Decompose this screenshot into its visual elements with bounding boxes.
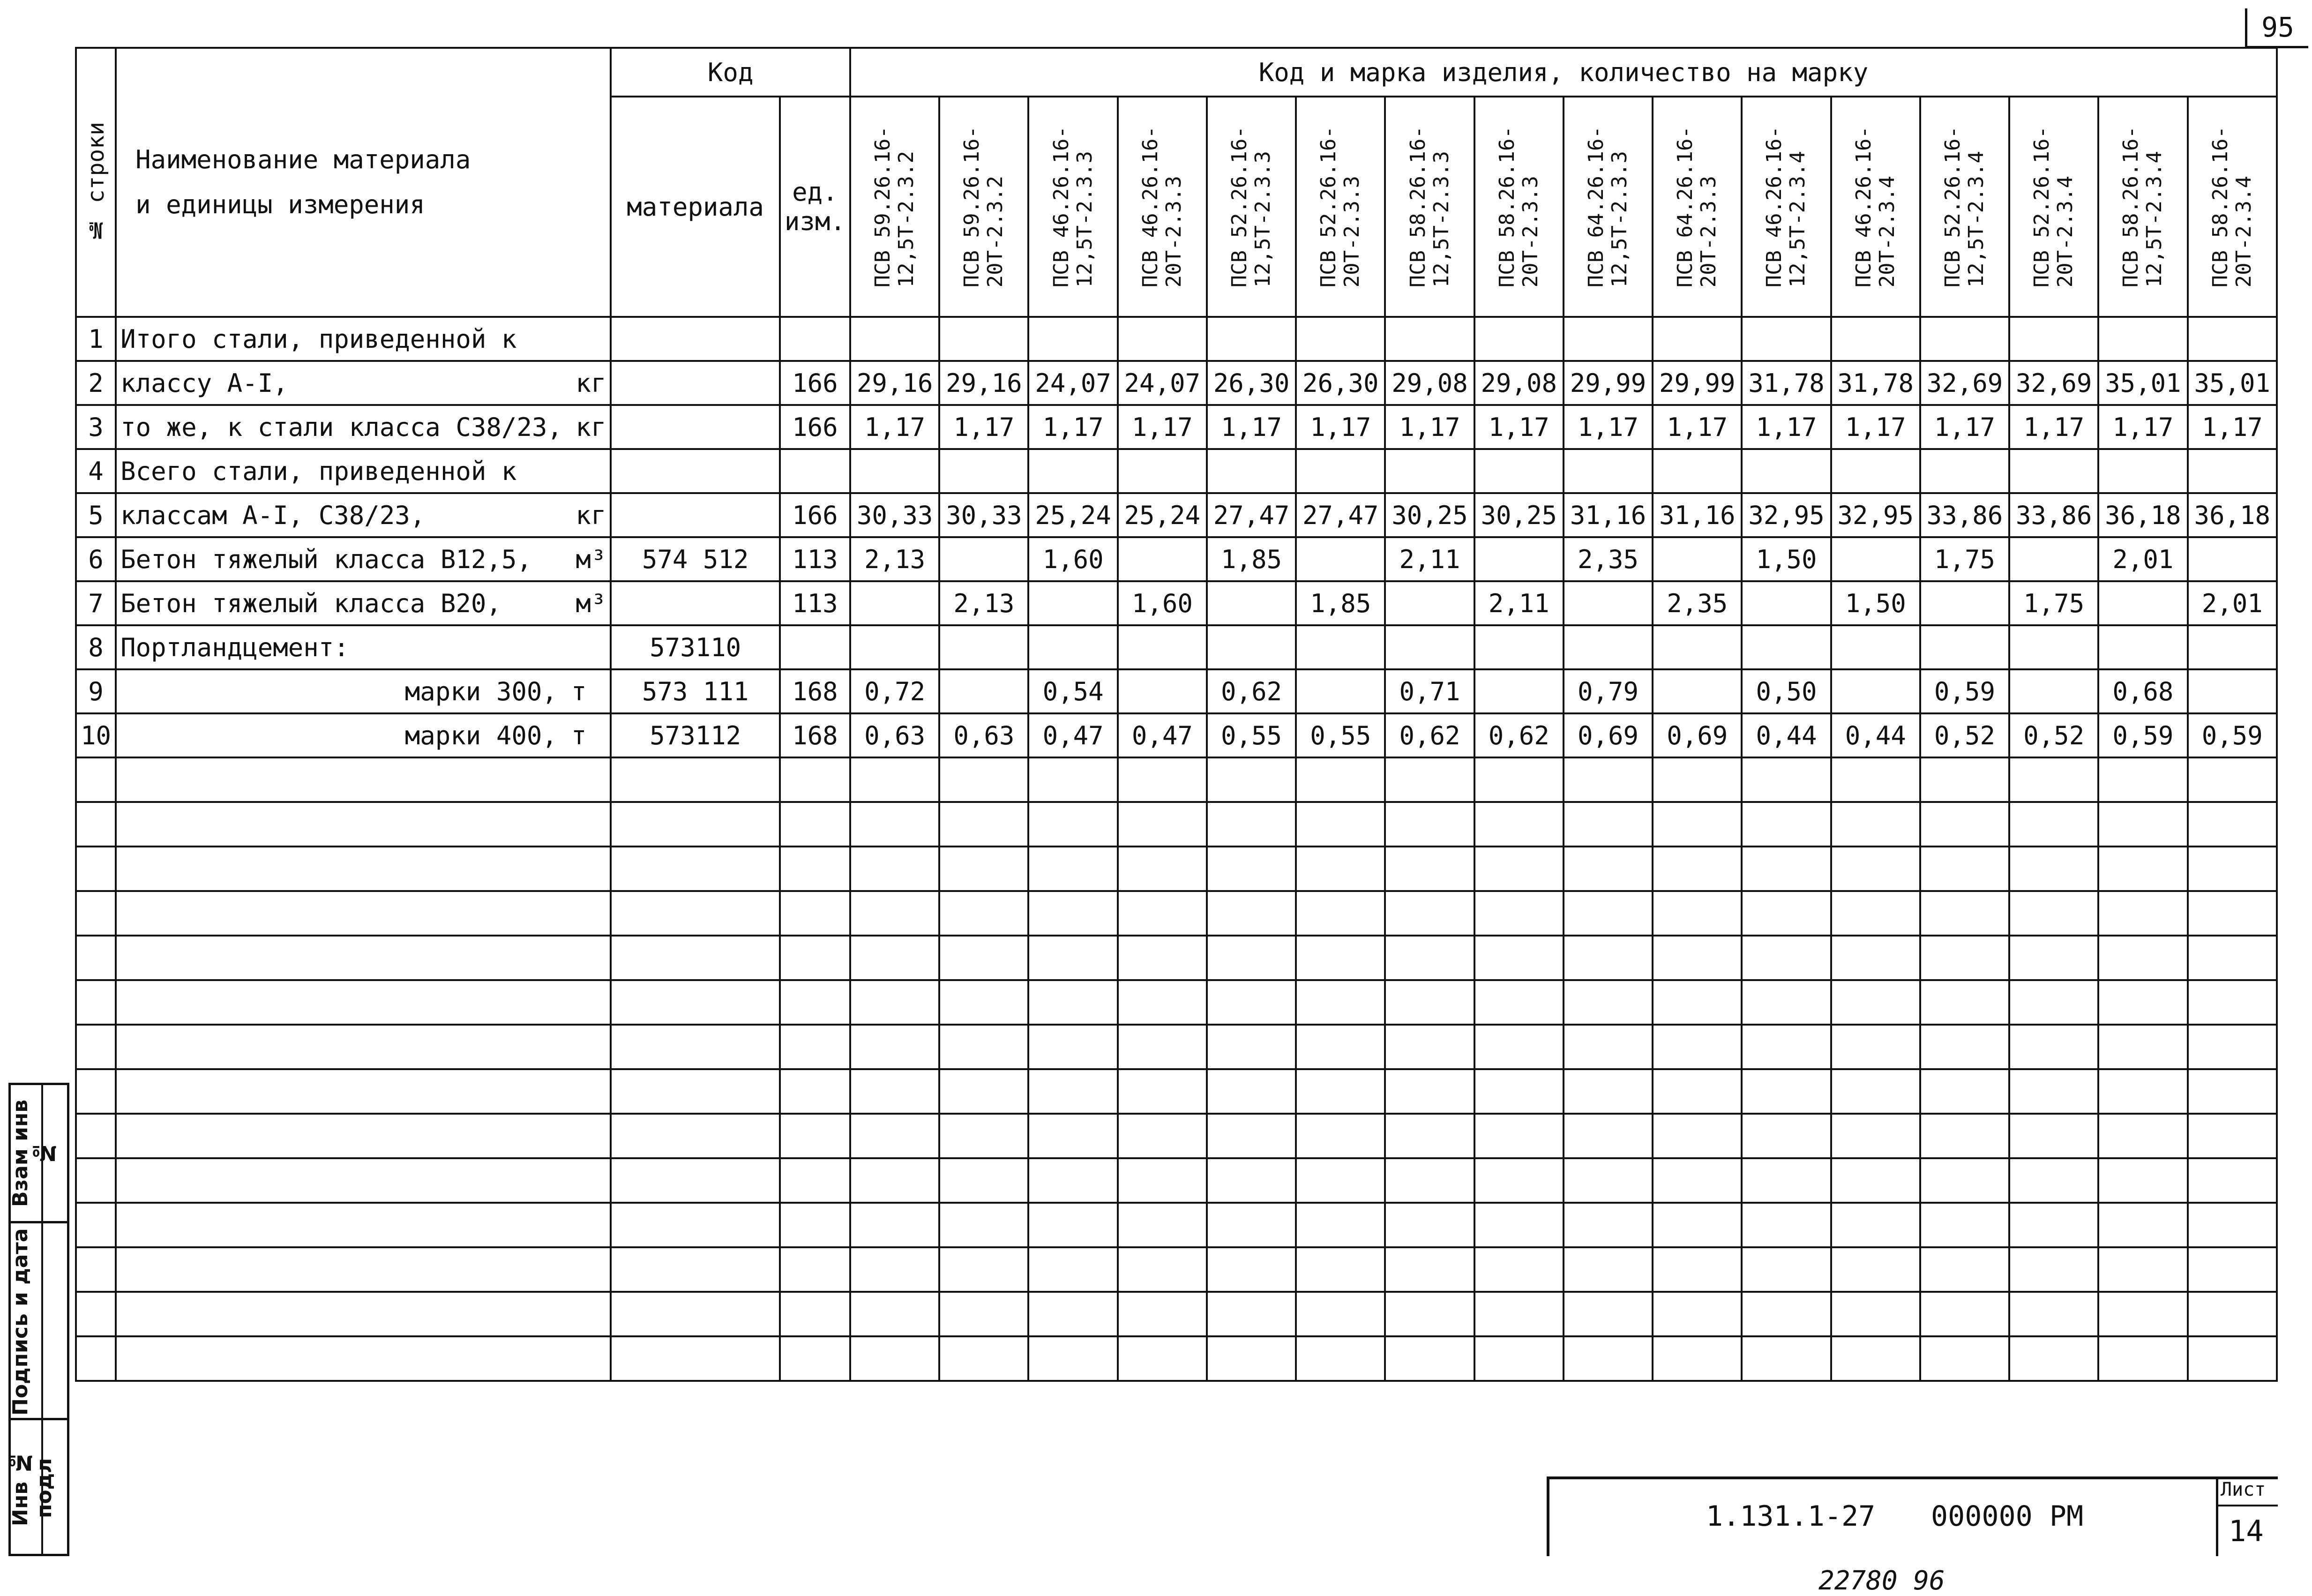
quantity-cell bbox=[1118, 625, 1207, 669]
material-name-text: марки 400, bbox=[404, 720, 557, 750]
material-name bbox=[116, 669, 611, 713]
product-header-11: ПСВ 46.26.16- 12,5Т-2.3.4 bbox=[1742, 97, 1831, 317]
material-name-text: Бетон тяжелый класса В12,5, bbox=[120, 544, 532, 574]
material-code bbox=[611, 405, 779, 449]
quantity-cell bbox=[1207, 449, 1296, 493]
quantity-cell: 31,16 bbox=[1653, 493, 1742, 537]
empty-row bbox=[76, 757, 2277, 802]
row-number: 7 bbox=[76, 581, 116, 625]
quantity-cell: 24,07 bbox=[1028, 361, 1117, 405]
materials-table bbox=[75, 47, 2278, 1382]
footer-note: 22780 96 bbox=[1818, 1566, 1945, 1596]
quantity-cell: 0,55 bbox=[1207, 713, 1296, 757]
quantity-cell bbox=[1742, 449, 1831, 493]
product-header-16: ПСВ 58.26.16- 20Т-2.3.4 bbox=[2188, 97, 2277, 317]
quantity-cell bbox=[2188, 537, 2277, 581]
unit-code: 168 bbox=[780, 669, 850, 713]
quantity-cell bbox=[1118, 317, 1207, 361]
quantity-cell bbox=[939, 537, 1028, 581]
quantity-cell: 2,11 bbox=[1474, 581, 1564, 625]
quantity-cell: 0,47 bbox=[1118, 713, 1207, 757]
material-unit-label: кг bbox=[576, 368, 606, 398]
unit-code bbox=[780, 317, 850, 361]
quantity-cell bbox=[1920, 625, 2009, 669]
empty-row bbox=[76, 1203, 2277, 1247]
material-name-text: Итого стали, приведенной к bbox=[120, 324, 517, 354]
quantity-cell bbox=[1296, 449, 1385, 493]
quantity-cell bbox=[1831, 317, 1920, 361]
quantity-cell bbox=[1474, 537, 1564, 581]
empty-row bbox=[76, 1025, 2277, 1069]
quantity-cell bbox=[1564, 625, 1653, 669]
quantity-cell: 0,59 bbox=[2098, 713, 2187, 757]
material-name bbox=[116, 581, 611, 625]
quantity-cell: 1,85 bbox=[1207, 537, 1296, 581]
signature-date-label: Подпись и дата bbox=[8, 1228, 32, 1416]
quantity-cell bbox=[1474, 317, 1564, 361]
quantity-cell bbox=[1653, 449, 1742, 493]
quantity-cell: 2,11 bbox=[1385, 537, 1474, 581]
table-row bbox=[76, 405, 2277, 449]
quantity-cell: 1,17 bbox=[1474, 405, 1564, 449]
empty-row bbox=[76, 802, 2277, 847]
quantity-cell bbox=[2188, 669, 2277, 713]
quantity-cell bbox=[2009, 669, 2098, 713]
row-number: 8 bbox=[76, 625, 116, 669]
empty-row bbox=[76, 1114, 2277, 1158]
table-row bbox=[76, 669, 2277, 713]
quantity-cell bbox=[1385, 581, 1474, 625]
quantity-cell bbox=[1118, 449, 1207, 493]
table-row bbox=[76, 581, 2277, 625]
quantity-cell: 0,79 bbox=[1564, 669, 1653, 713]
quantity-cell bbox=[1742, 581, 1831, 625]
material-code bbox=[611, 317, 779, 361]
sheet-number: 14 bbox=[2229, 1514, 2264, 1548]
quantity-cell bbox=[2098, 317, 2187, 361]
quantity-cell: 0,72 bbox=[850, 669, 939, 713]
quantity-cell bbox=[1653, 625, 1742, 669]
product-header-2: ПСВ 59.26.16- 20Т-2.3.2 bbox=[939, 97, 1028, 317]
unit-code: 168 bbox=[780, 713, 850, 757]
row-number: 10 bbox=[76, 713, 116, 757]
quantity-cell bbox=[2188, 625, 2277, 669]
quantity-cell bbox=[1831, 625, 1920, 669]
row-number: 4 bbox=[76, 449, 116, 493]
quantity-cell: 0,47 bbox=[1028, 713, 1117, 757]
quantity-cell bbox=[850, 449, 939, 493]
material-name-text: классам А-I, С38/23, bbox=[120, 500, 426, 530]
quantity-cell bbox=[1028, 625, 1117, 669]
quantity-cell: 1,17 bbox=[1028, 405, 1117, 449]
quantity-cell: 1,17 bbox=[850, 405, 939, 449]
material-code: 573110 bbox=[611, 625, 779, 669]
material-code: 573112 bbox=[611, 713, 779, 757]
product-header-1: ПСВ 59.26.16- 12,5Т-2.3.2 bbox=[850, 97, 939, 317]
quantity-cell: 1,17 bbox=[1920, 405, 2009, 449]
material-name bbox=[116, 449, 611, 493]
quantity-cell bbox=[1831, 449, 1920, 493]
quantity-cell bbox=[1742, 317, 1831, 361]
quantity-cell: 1,17 bbox=[1118, 405, 1207, 449]
quantity-cell: 29,16 bbox=[939, 361, 1028, 405]
quantity-cell bbox=[1920, 317, 2009, 361]
quantity-cell: 31,16 bbox=[1564, 493, 1653, 537]
quantity-cell: 1,17 bbox=[1653, 405, 1742, 449]
table-row bbox=[76, 449, 2277, 493]
quantity-cell: 0,52 bbox=[1920, 713, 2009, 757]
unit-code: 166 bbox=[780, 361, 850, 405]
product-header-12: ПСВ 46.26.16- 20Т-2.3.4 bbox=[1831, 97, 1920, 317]
quantity-cell bbox=[1385, 449, 1474, 493]
quantity-cell: 36,18 bbox=[2098, 493, 2187, 537]
unit-code: 166 bbox=[780, 405, 850, 449]
product-header-9: ПСВ 64.26.16- 12,5Т-2.3.3 bbox=[1564, 97, 1653, 317]
product-header-5: ПСВ 52.26.16- 12,5Т-2.3.3 bbox=[1207, 97, 1296, 317]
quantity-cell bbox=[939, 669, 1028, 713]
material-name-text: Портландцемент: bbox=[120, 632, 349, 662]
quantity-cell: 2,01 bbox=[2188, 581, 2277, 625]
quantity-cell: 27,47 bbox=[1207, 493, 1296, 537]
quantity-cell: 0,44 bbox=[1831, 713, 1920, 757]
quantity-cell: 0,62 bbox=[1474, 713, 1564, 757]
material-name-text: Всего стали, приведенной к bbox=[120, 456, 517, 486]
sheet-box-divider bbox=[2216, 1505, 2278, 1506]
quantity-cell bbox=[1831, 537, 1920, 581]
quantity-cell: 2,13 bbox=[939, 581, 1028, 625]
quantity-cell: 0,69 bbox=[1564, 713, 1653, 757]
row-number: 3 bbox=[76, 405, 116, 449]
quantity-cell: 1,17 bbox=[1207, 405, 1296, 449]
quantity-cell: 1,17 bbox=[2009, 405, 2098, 449]
quantity-cell: 0,63 bbox=[850, 713, 939, 757]
unit-code bbox=[780, 449, 850, 493]
quantity-cell: 2,13 bbox=[850, 537, 939, 581]
empty-row bbox=[76, 1292, 2277, 1336]
quantity-cell bbox=[2098, 449, 2187, 493]
quantity-cell bbox=[939, 625, 1028, 669]
quantity-cell bbox=[2009, 317, 2098, 361]
quantity-cell: 26,30 bbox=[1207, 361, 1296, 405]
quantity-cell bbox=[1207, 581, 1296, 625]
quantity-cell: 31,78 bbox=[1742, 361, 1831, 405]
quantity-cell bbox=[2009, 537, 2098, 581]
quantity-cell bbox=[1385, 625, 1474, 669]
quantity-cell: 32,69 bbox=[1920, 361, 2009, 405]
material-name-text: классу А-I, bbox=[120, 368, 288, 398]
unit-code: 166 bbox=[780, 493, 850, 537]
quantity-cell: 1,60 bbox=[1028, 537, 1117, 581]
empty-row bbox=[76, 1069, 2277, 1114]
material-code: 574 512 bbox=[611, 537, 779, 581]
product-header-10: ПСВ 64.26.16- 20Т-2.3.3 bbox=[1653, 97, 1742, 317]
quantity-cell: 33,86 bbox=[2009, 493, 2098, 537]
quantity-cell bbox=[2188, 317, 2277, 361]
empty-row bbox=[76, 847, 2277, 891]
quantity-cell: 1,60 bbox=[1118, 581, 1207, 625]
quantity-cell bbox=[1653, 317, 1742, 361]
product-header-6: ПСВ 52.26.16- 20Т-2.3.3 bbox=[1296, 97, 1385, 317]
quantity-cell: 0,59 bbox=[1920, 669, 2009, 713]
empty-row bbox=[76, 936, 2277, 980]
material-name-text: то же, к стали класса С38/23, bbox=[120, 412, 562, 442]
quantity-cell: 36,18 bbox=[2188, 493, 2277, 537]
quantity-cell: 0,62 bbox=[1385, 713, 1474, 757]
quantity-cell: 30,25 bbox=[1474, 493, 1564, 537]
quantity-cell: 32,95 bbox=[1742, 493, 1831, 537]
quantity-cell bbox=[1296, 625, 1385, 669]
quantity-cell bbox=[939, 317, 1028, 361]
product-header-15: ПСВ 58.26.16- 12,5Т-2.3.4 bbox=[2098, 97, 2187, 317]
quantity-cell: 30,33 bbox=[939, 493, 1028, 537]
product-header-8: ПСВ 58.26.16- 20Т-2.3.3 bbox=[1474, 97, 1564, 317]
quantity-cell bbox=[1920, 581, 2009, 625]
empty-row bbox=[76, 1247, 2277, 1292]
sheet-label: Лист bbox=[2221, 1479, 2266, 1500]
row-number: 6 bbox=[76, 537, 116, 581]
quantity-cell bbox=[1028, 449, 1117, 493]
row-number-header: № строки bbox=[76, 48, 116, 317]
quantity-cell: 0,54 bbox=[1028, 669, 1117, 713]
quantity-cell: 1,17 bbox=[1296, 405, 1385, 449]
quantity-cell: 1,17 bbox=[2098, 405, 2187, 449]
quantity-cell: 0,44 bbox=[1742, 713, 1831, 757]
quantity-cell: 0,59 bbox=[2188, 713, 2277, 757]
quantity-cell bbox=[1296, 669, 1385, 713]
quantity-cell bbox=[1653, 669, 1742, 713]
quantity-cell bbox=[1564, 317, 1653, 361]
quantity-cell: 2,35 bbox=[1564, 537, 1653, 581]
name-header: Наименование материала и единицы измерения bbox=[116, 48, 611, 317]
unit-code: 113 bbox=[780, 581, 850, 625]
table-row bbox=[76, 625, 2277, 669]
quantity-cell bbox=[1385, 317, 1474, 361]
quantity-cell: 26,30 bbox=[1296, 361, 1385, 405]
row-number: 1 bbox=[76, 317, 116, 361]
quantity-cell bbox=[1474, 449, 1564, 493]
quantity-cell bbox=[1028, 581, 1117, 625]
quantity-cell: 0,69 bbox=[1653, 713, 1742, 757]
quantity-cell bbox=[1653, 537, 1742, 581]
material-name bbox=[116, 625, 611, 669]
material-unit-label: т bbox=[571, 676, 587, 706]
original-inventory-label: Инв № подл bbox=[8, 1450, 56, 1526]
code-group-header: Код bbox=[611, 48, 850, 97]
quantity-cell: 30,33 bbox=[850, 493, 939, 537]
material-unit-label: кг bbox=[576, 412, 606, 442]
material-name bbox=[116, 537, 611, 581]
quantity-cell: 29,08 bbox=[1474, 361, 1564, 405]
quantity-cell: 0,63 bbox=[939, 713, 1028, 757]
quantity-cell bbox=[1564, 581, 1653, 625]
material-code: 573 111 bbox=[611, 669, 779, 713]
quantity-cell bbox=[2098, 581, 2187, 625]
replaced-inventory-label: Взам инв № bbox=[8, 1099, 56, 1207]
page-number: 95 bbox=[2245, 8, 2308, 48]
material-name bbox=[116, 405, 611, 449]
empty-row bbox=[76, 980, 2277, 1025]
quantity-cell: 0,50 bbox=[1742, 669, 1831, 713]
material-name-text: Бетон тяжелый класса В20, bbox=[120, 588, 501, 618]
material-name bbox=[116, 493, 611, 537]
quantity-cell bbox=[1207, 317, 1296, 361]
quantity-cell: 1,17 bbox=[1742, 405, 1831, 449]
quantity-cell: 1,17 bbox=[1831, 405, 1920, 449]
quantity-cell bbox=[2009, 449, 2098, 493]
empty-row bbox=[76, 1336, 2277, 1381]
material-unit-label: м³ bbox=[576, 588, 606, 618]
quantity-cell: 24,07 bbox=[1118, 361, 1207, 405]
quantity-cell: 1,17 bbox=[2188, 405, 2277, 449]
row-number: 2 bbox=[76, 361, 116, 405]
quantity-cell: 35,01 bbox=[2188, 361, 2277, 405]
quantity-cell: 32,95 bbox=[1831, 493, 1920, 537]
material-code bbox=[611, 449, 779, 493]
table-row bbox=[76, 537, 2277, 581]
table-row bbox=[76, 317, 2277, 361]
quantity-cell bbox=[1474, 669, 1564, 713]
document-code: 1.131.1-27 bbox=[1706, 1500, 1876, 1533]
quantity-cell bbox=[850, 581, 939, 625]
quantity-cell bbox=[939, 449, 1028, 493]
material-code-header: материала bbox=[611, 97, 779, 317]
quantity-cell: 0,52 bbox=[2009, 713, 2098, 757]
material-name bbox=[116, 713, 611, 757]
quantity-cell: 1,17 bbox=[1564, 405, 1653, 449]
quantity-cell: 2,35 bbox=[1653, 581, 1742, 625]
quantity-cell: 0,71 bbox=[1385, 669, 1474, 713]
product-header-4: ПСВ 46.26.16- 20Т-2.3.3 bbox=[1118, 97, 1207, 317]
document-designation: 000000 РМ bbox=[1931, 1500, 2084, 1533]
quantity-cell: 29,99 bbox=[1564, 361, 1653, 405]
quantity-cell bbox=[1296, 537, 1385, 581]
product-group-header: Код и марка изделия, количество на марку bbox=[850, 48, 2277, 97]
quantity-cell: 1,50 bbox=[1831, 581, 1920, 625]
product-header-14: ПСВ 52.26.16- 20Т-2.3.4 bbox=[2009, 97, 2098, 317]
product-header-13: ПСВ 52.26.16- 12,5Т-2.3.4 bbox=[1920, 97, 2009, 317]
unit-code-header: ед. изм. bbox=[780, 97, 850, 317]
quantity-cell: 0,68 bbox=[2098, 669, 2187, 713]
material-unit-label: кг bbox=[576, 500, 606, 530]
quantity-cell: 1,50 bbox=[1742, 537, 1831, 581]
quantity-cell bbox=[1207, 625, 1296, 669]
empty-row bbox=[76, 891, 2277, 936]
material-name bbox=[116, 361, 611, 405]
quantity-cell: 25,24 bbox=[1028, 493, 1117, 537]
quantity-cell: 27,47 bbox=[1296, 493, 1385, 537]
product-header-3: ПСВ 46.26.16- 12,5Т-2.3.3 bbox=[1028, 97, 1117, 317]
unit-code bbox=[780, 625, 850, 669]
quantity-cell bbox=[1118, 669, 1207, 713]
quantity-cell bbox=[1831, 669, 1920, 713]
quantity-cell: 1,75 bbox=[1920, 537, 2009, 581]
quantity-cell: 1,85 bbox=[1296, 581, 1385, 625]
quantity-cell bbox=[2009, 625, 2098, 669]
quantity-cell bbox=[1742, 625, 1831, 669]
row-number: 9 bbox=[76, 669, 116, 713]
quantity-cell bbox=[1474, 625, 1564, 669]
material-code bbox=[611, 493, 779, 537]
quantity-cell: 1,17 bbox=[939, 405, 1028, 449]
quantity-cell: 29,99 bbox=[1653, 361, 1742, 405]
material-unit-label: м³ bbox=[576, 544, 606, 574]
quantity-cell bbox=[2188, 449, 2277, 493]
material-name bbox=[116, 317, 611, 361]
quantity-cell: 1,17 bbox=[1385, 405, 1474, 449]
quantity-cell bbox=[1118, 537, 1207, 581]
quantity-cell: 0,55 bbox=[1296, 713, 1385, 757]
quantity-cell bbox=[850, 625, 939, 669]
table-row bbox=[76, 493, 2277, 537]
empty-row bbox=[76, 1158, 2277, 1203]
title-block bbox=[1547, 1476, 2222, 1556]
material-code bbox=[611, 581, 779, 625]
table-row bbox=[76, 361, 2277, 405]
table-row bbox=[76, 713, 2277, 757]
row-number: 5 bbox=[76, 493, 116, 537]
quantity-cell bbox=[2098, 625, 2187, 669]
quantity-cell: 32,69 bbox=[2009, 361, 2098, 405]
material-code bbox=[611, 361, 779, 405]
quantity-cell bbox=[1028, 317, 1117, 361]
quantity-cell: 35,01 bbox=[2098, 361, 2187, 405]
quantity-cell bbox=[1296, 317, 1385, 361]
quantity-cell: 2,01 bbox=[2098, 537, 2187, 581]
quantity-cell: 1,75 bbox=[2009, 581, 2098, 625]
quantity-cell bbox=[850, 317, 939, 361]
quantity-cell: 30,25 bbox=[1385, 493, 1474, 537]
material-unit-label: т bbox=[571, 720, 587, 750]
quantity-cell: 0,62 bbox=[1207, 669, 1296, 713]
material-name-text: марки 300, bbox=[404, 676, 557, 706]
quantity-cell: 29,16 bbox=[850, 361, 939, 405]
quantity-cell bbox=[1564, 449, 1653, 493]
product-header-7: ПСВ 58.26.16- 12,5Т-2.3.3 bbox=[1385, 97, 1474, 317]
quantity-cell: 25,24 bbox=[1118, 493, 1207, 537]
quantity-cell bbox=[1920, 449, 2009, 493]
quantity-cell: 31,78 bbox=[1831, 361, 1920, 405]
quantity-cell: 29,08 bbox=[1385, 361, 1474, 405]
unit-code: 113 bbox=[780, 537, 850, 581]
quantity-cell: 33,86 bbox=[1920, 493, 2009, 537]
